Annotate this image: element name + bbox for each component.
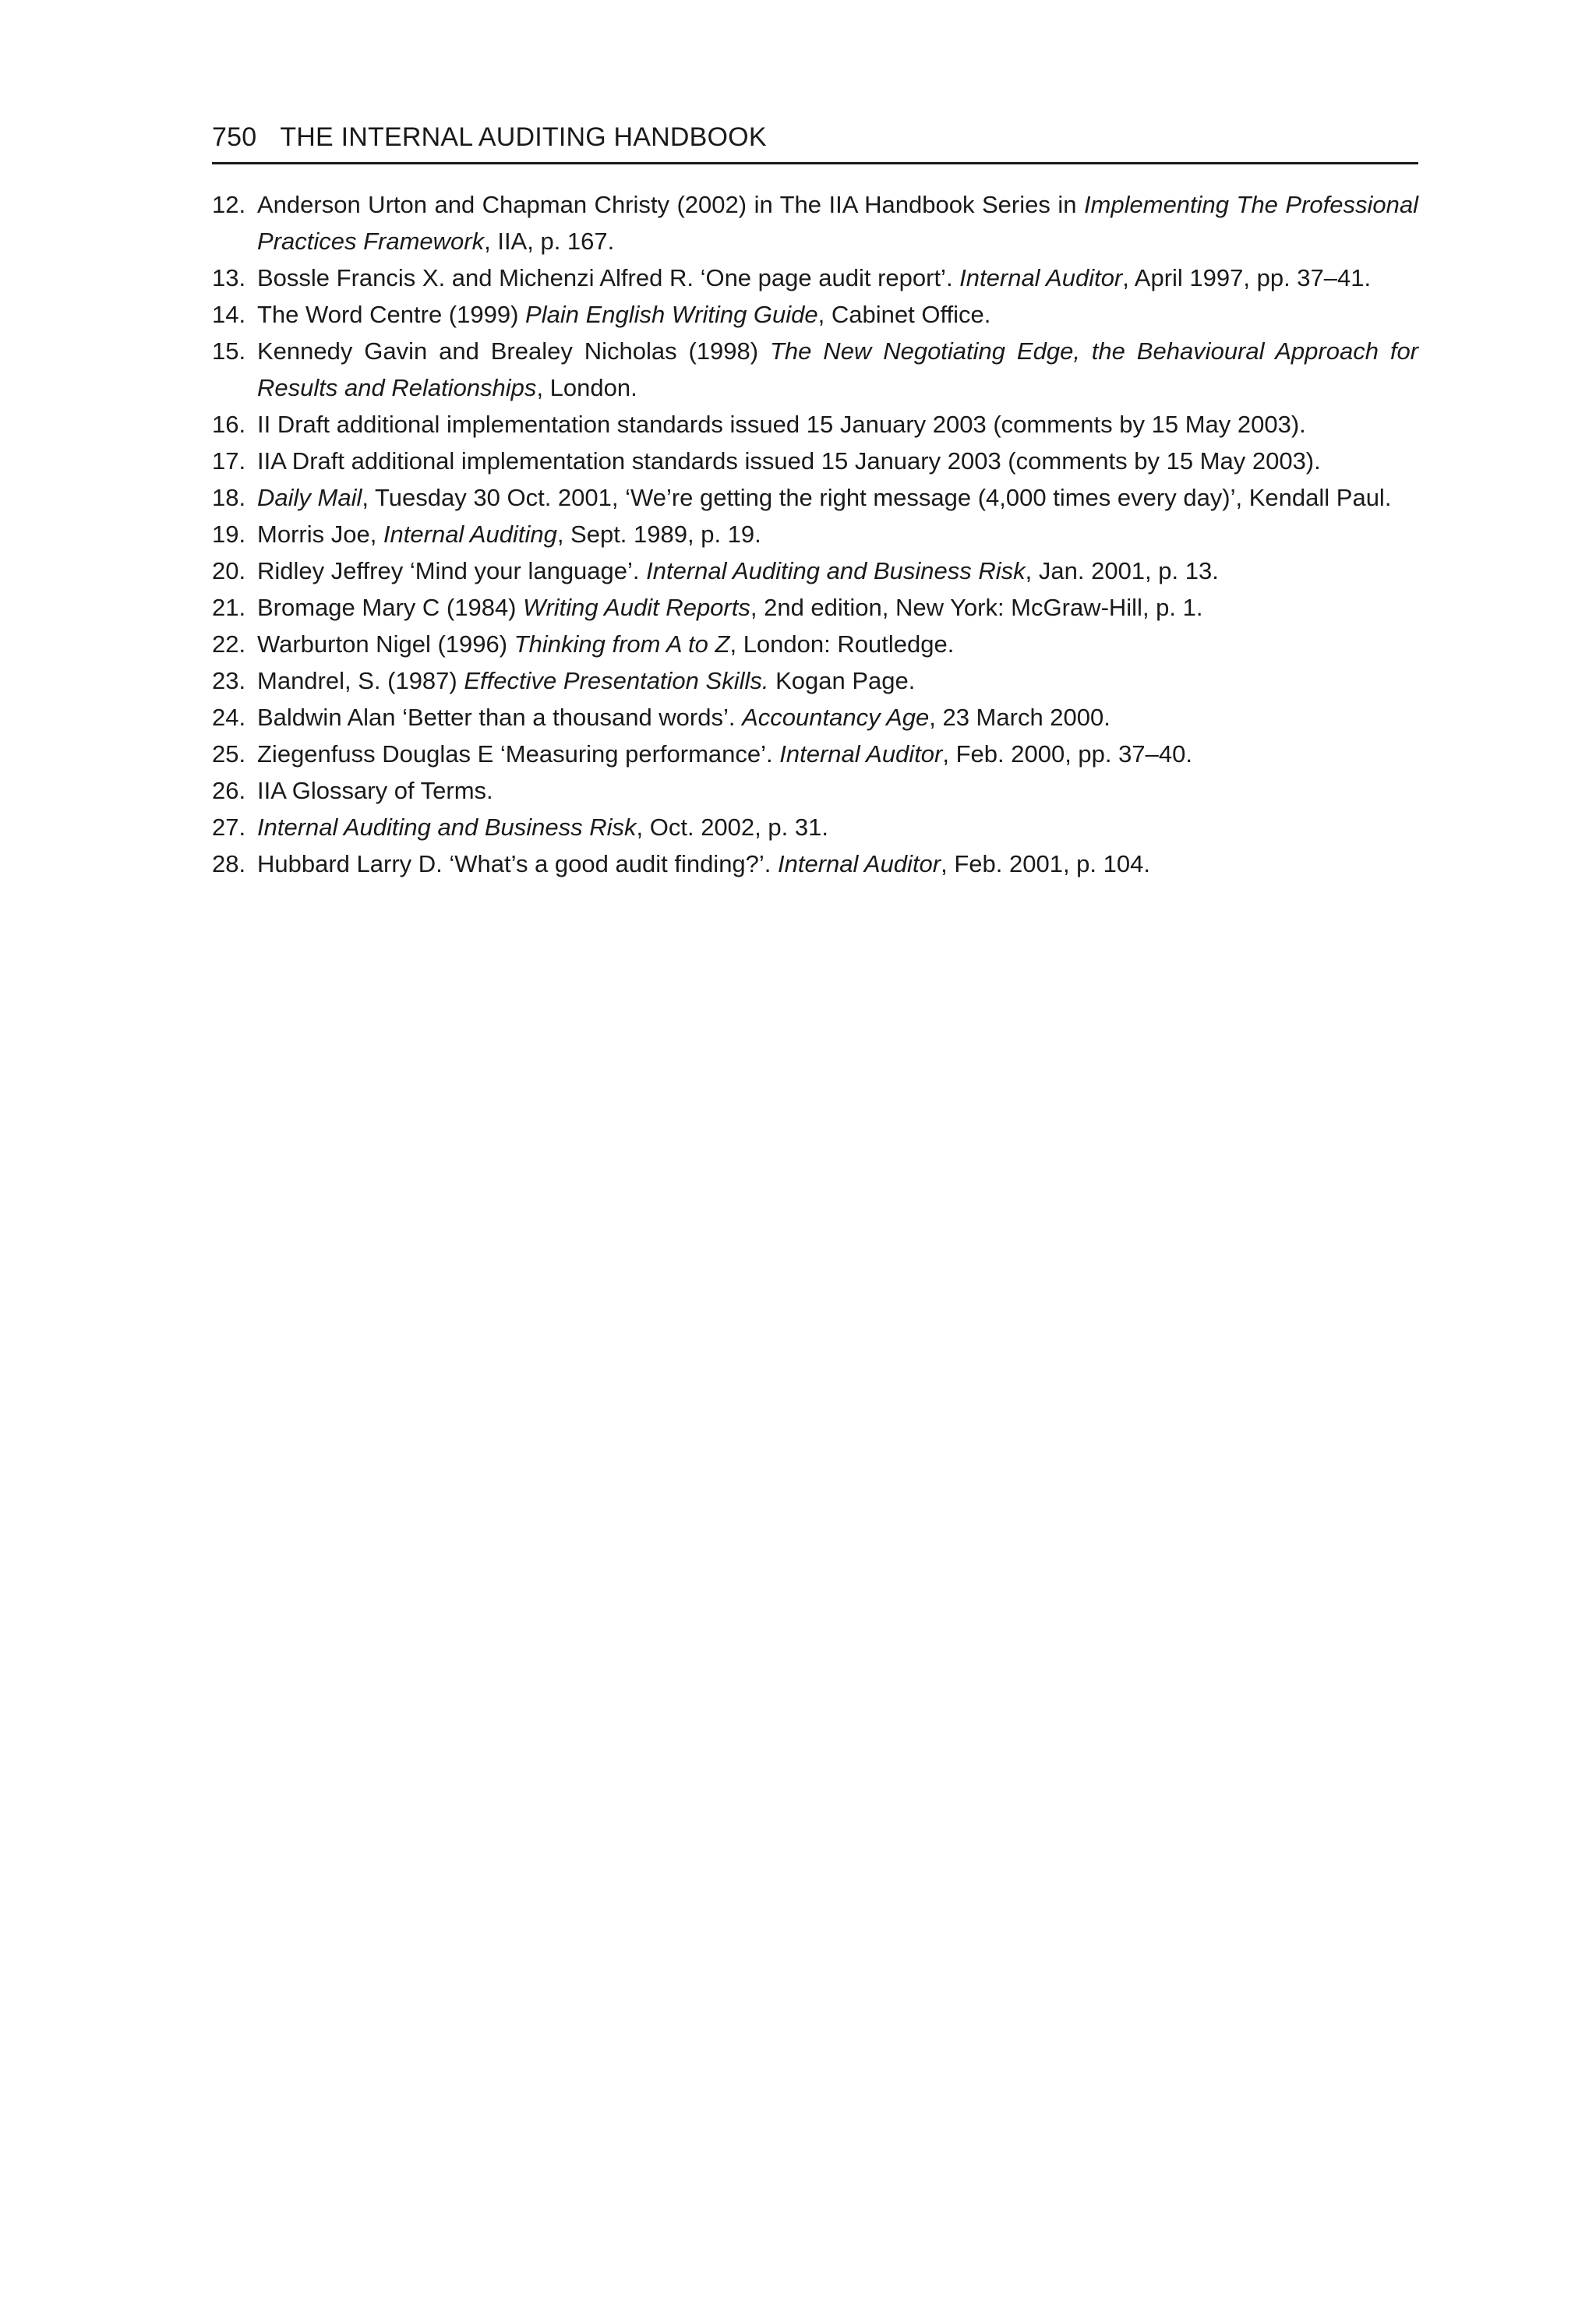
reference-item xyxy=(212,552,1418,589)
reference-text-run: , Jan. 2001, p. 13. xyxy=(1025,557,1219,584)
reference-text-run: IIA Glossary of Terms. xyxy=(257,777,493,804)
reference-text xyxy=(257,296,1418,333)
reference-item xyxy=(212,626,1418,662)
reference-text xyxy=(257,406,1418,443)
reference-italic-title: Internal Auditor xyxy=(779,740,943,768)
reference-text xyxy=(257,333,1418,406)
reference-item xyxy=(212,809,1418,845)
reference-number: 21. xyxy=(212,594,246,621)
reference-number: 16. xyxy=(212,411,246,438)
book-title: THE INTERNAL AUDITING HANDBOOK xyxy=(280,122,767,152)
reference-italic-title: Internal Auditor xyxy=(778,850,941,877)
reference-text-run: Anderson Urton and Chapman Christy (2002) in The IIA Handbook Series in xyxy=(257,191,1084,218)
reference-italic-title: Internal Auditing and Business Risk xyxy=(257,814,637,841)
reference-text-run: Morris Joe, xyxy=(257,521,383,548)
reference-italic-title: Daily Mail xyxy=(257,484,362,511)
reference-text xyxy=(257,772,1418,809)
reference-number: 17. xyxy=(212,447,246,475)
reference-item xyxy=(212,479,1418,516)
reference-text xyxy=(257,186,1418,259)
reference-text-run: , April 1997, pp. 37–41. xyxy=(1122,264,1372,291)
reference-item xyxy=(212,662,1418,699)
reference-item xyxy=(212,443,1418,479)
reference-number: 14. xyxy=(212,301,246,328)
reference-text xyxy=(257,479,1418,516)
reference-text xyxy=(257,552,1418,589)
reference-text-run: , Feb. 2000, pp. 37–40. xyxy=(942,740,1192,768)
reference-text-run: Ridley Jeffrey ‘Mind your language’. xyxy=(257,557,647,584)
reference-text-run: , London: Routledge. xyxy=(729,630,955,658)
reference-text-run: Warburton Nigel (1996) xyxy=(257,630,514,658)
reference-text-run: , Sept. 1989, p. 19. xyxy=(556,521,761,548)
reference-text-run: Bromage Mary C (1984) xyxy=(257,594,524,621)
reference-number: 13. xyxy=(212,264,246,291)
reference-text xyxy=(257,845,1418,882)
reference-text-run: , 2nd edition, New York: McGraw-Hill, p. 1. xyxy=(750,594,1203,621)
reference-text-run: , Oct. 2002, p. 31. xyxy=(636,814,828,841)
reference-item xyxy=(212,736,1418,772)
reference-text-run: II Draft additional implementation standards issued 15 January 2003 (comments by 15 May 2003). xyxy=(257,411,1306,438)
reference-item xyxy=(212,589,1418,626)
reference-text-run: Ziegenfuss Douglas E ‘Measuring performance’. xyxy=(257,740,780,768)
reference-text xyxy=(257,809,1418,845)
reference-number: 24. xyxy=(212,704,246,731)
reference-number: 15. xyxy=(212,337,246,365)
reference-number: 23. xyxy=(212,667,246,694)
reference-italic-title: Plain English Writing Guide xyxy=(525,301,818,328)
reference-text-run: Kennedy Gavin and Brealey Nicholas (1998) xyxy=(257,337,770,365)
reference-text-run: Mandrel, S. (1987) xyxy=(257,667,464,694)
reference-text xyxy=(257,443,1418,479)
reference-item xyxy=(212,845,1418,882)
reference-item xyxy=(212,516,1418,552)
reference-text xyxy=(257,662,1418,699)
running-header xyxy=(212,117,1418,164)
reference-text xyxy=(257,259,1418,296)
reference-number: 26. xyxy=(212,777,246,804)
reference-item xyxy=(212,772,1418,809)
reference-text-run: , Cabinet Office. xyxy=(817,301,991,328)
reference-text-run: IIA Draft additional implementation standards issued 15 January 2003 (comments by 15 May 2003). xyxy=(257,447,1321,475)
reference-text xyxy=(257,626,1418,662)
reference-number: 19. xyxy=(212,521,246,548)
reference-italic-title: Internal Auditing and Business Risk xyxy=(646,557,1026,584)
reference-text-run: , 23 March 2000. xyxy=(929,704,1110,731)
reference-italic-title: Effective Presentation Skills. xyxy=(464,667,769,694)
reference-item xyxy=(212,296,1418,333)
reference-text-run: Baldwin Alan ‘Better than a thousand words’. xyxy=(257,704,743,731)
reference-list xyxy=(212,186,1418,882)
reference-italic-title: Internal Auditing xyxy=(383,521,557,548)
reference-text xyxy=(257,589,1418,626)
reference-text-run: Kogan Page. xyxy=(768,667,916,694)
reference-text xyxy=(257,516,1418,552)
reference-item xyxy=(212,406,1418,443)
reference-item xyxy=(212,186,1418,259)
reference-item xyxy=(212,699,1418,736)
page-number: 750 xyxy=(212,122,257,152)
reference-italic-title: The New Negotiating Edge, the Behavioural Approach for Results and Relationships xyxy=(257,337,1419,401)
book-page xyxy=(212,117,1418,882)
reference-italic-title: Implementing The Professional Practices Framework xyxy=(257,191,1418,255)
reference-text-run: Hubbard Larry D. ‘What’s a good audit finding?’. xyxy=(257,850,779,877)
reference-text-run: The Word Centre (1999) xyxy=(257,301,526,328)
reference-italic-title: Accountancy Age xyxy=(742,704,930,731)
reference-text xyxy=(257,736,1418,772)
reference-italic-title: Thinking from A to Z xyxy=(514,630,730,658)
reference-item xyxy=(212,333,1418,406)
reference-number: 12. xyxy=(212,191,246,218)
reference-number: 22. xyxy=(212,630,246,658)
reference-text-run: , London. xyxy=(536,374,637,401)
reference-text xyxy=(257,699,1418,736)
reference-number: 27. xyxy=(212,814,246,841)
reference-item xyxy=(212,259,1418,296)
reference-italic-title: Writing Audit Reports xyxy=(523,594,750,621)
reference-number: 28. xyxy=(212,850,246,877)
reference-number: 18. xyxy=(212,484,246,511)
reference-text-run: Bossle Francis X. and Michenzi Alfred R. ‘One page audit report’. xyxy=(257,264,960,291)
reference-text-run: , Tuesday 30 Oct. 2001, ‘We’re getting the right message (4,000 times every day)’, Kendall Paul. xyxy=(362,484,1392,511)
reference-italic-title: Internal Auditor xyxy=(959,264,1123,291)
reference-text-run: , IIA, p. 167. xyxy=(484,228,615,255)
reference-number: 25. xyxy=(212,740,246,768)
reference-number: 20. xyxy=(212,557,246,584)
reference-text-run: , Feb. 2001, p. 104. xyxy=(941,850,1150,877)
